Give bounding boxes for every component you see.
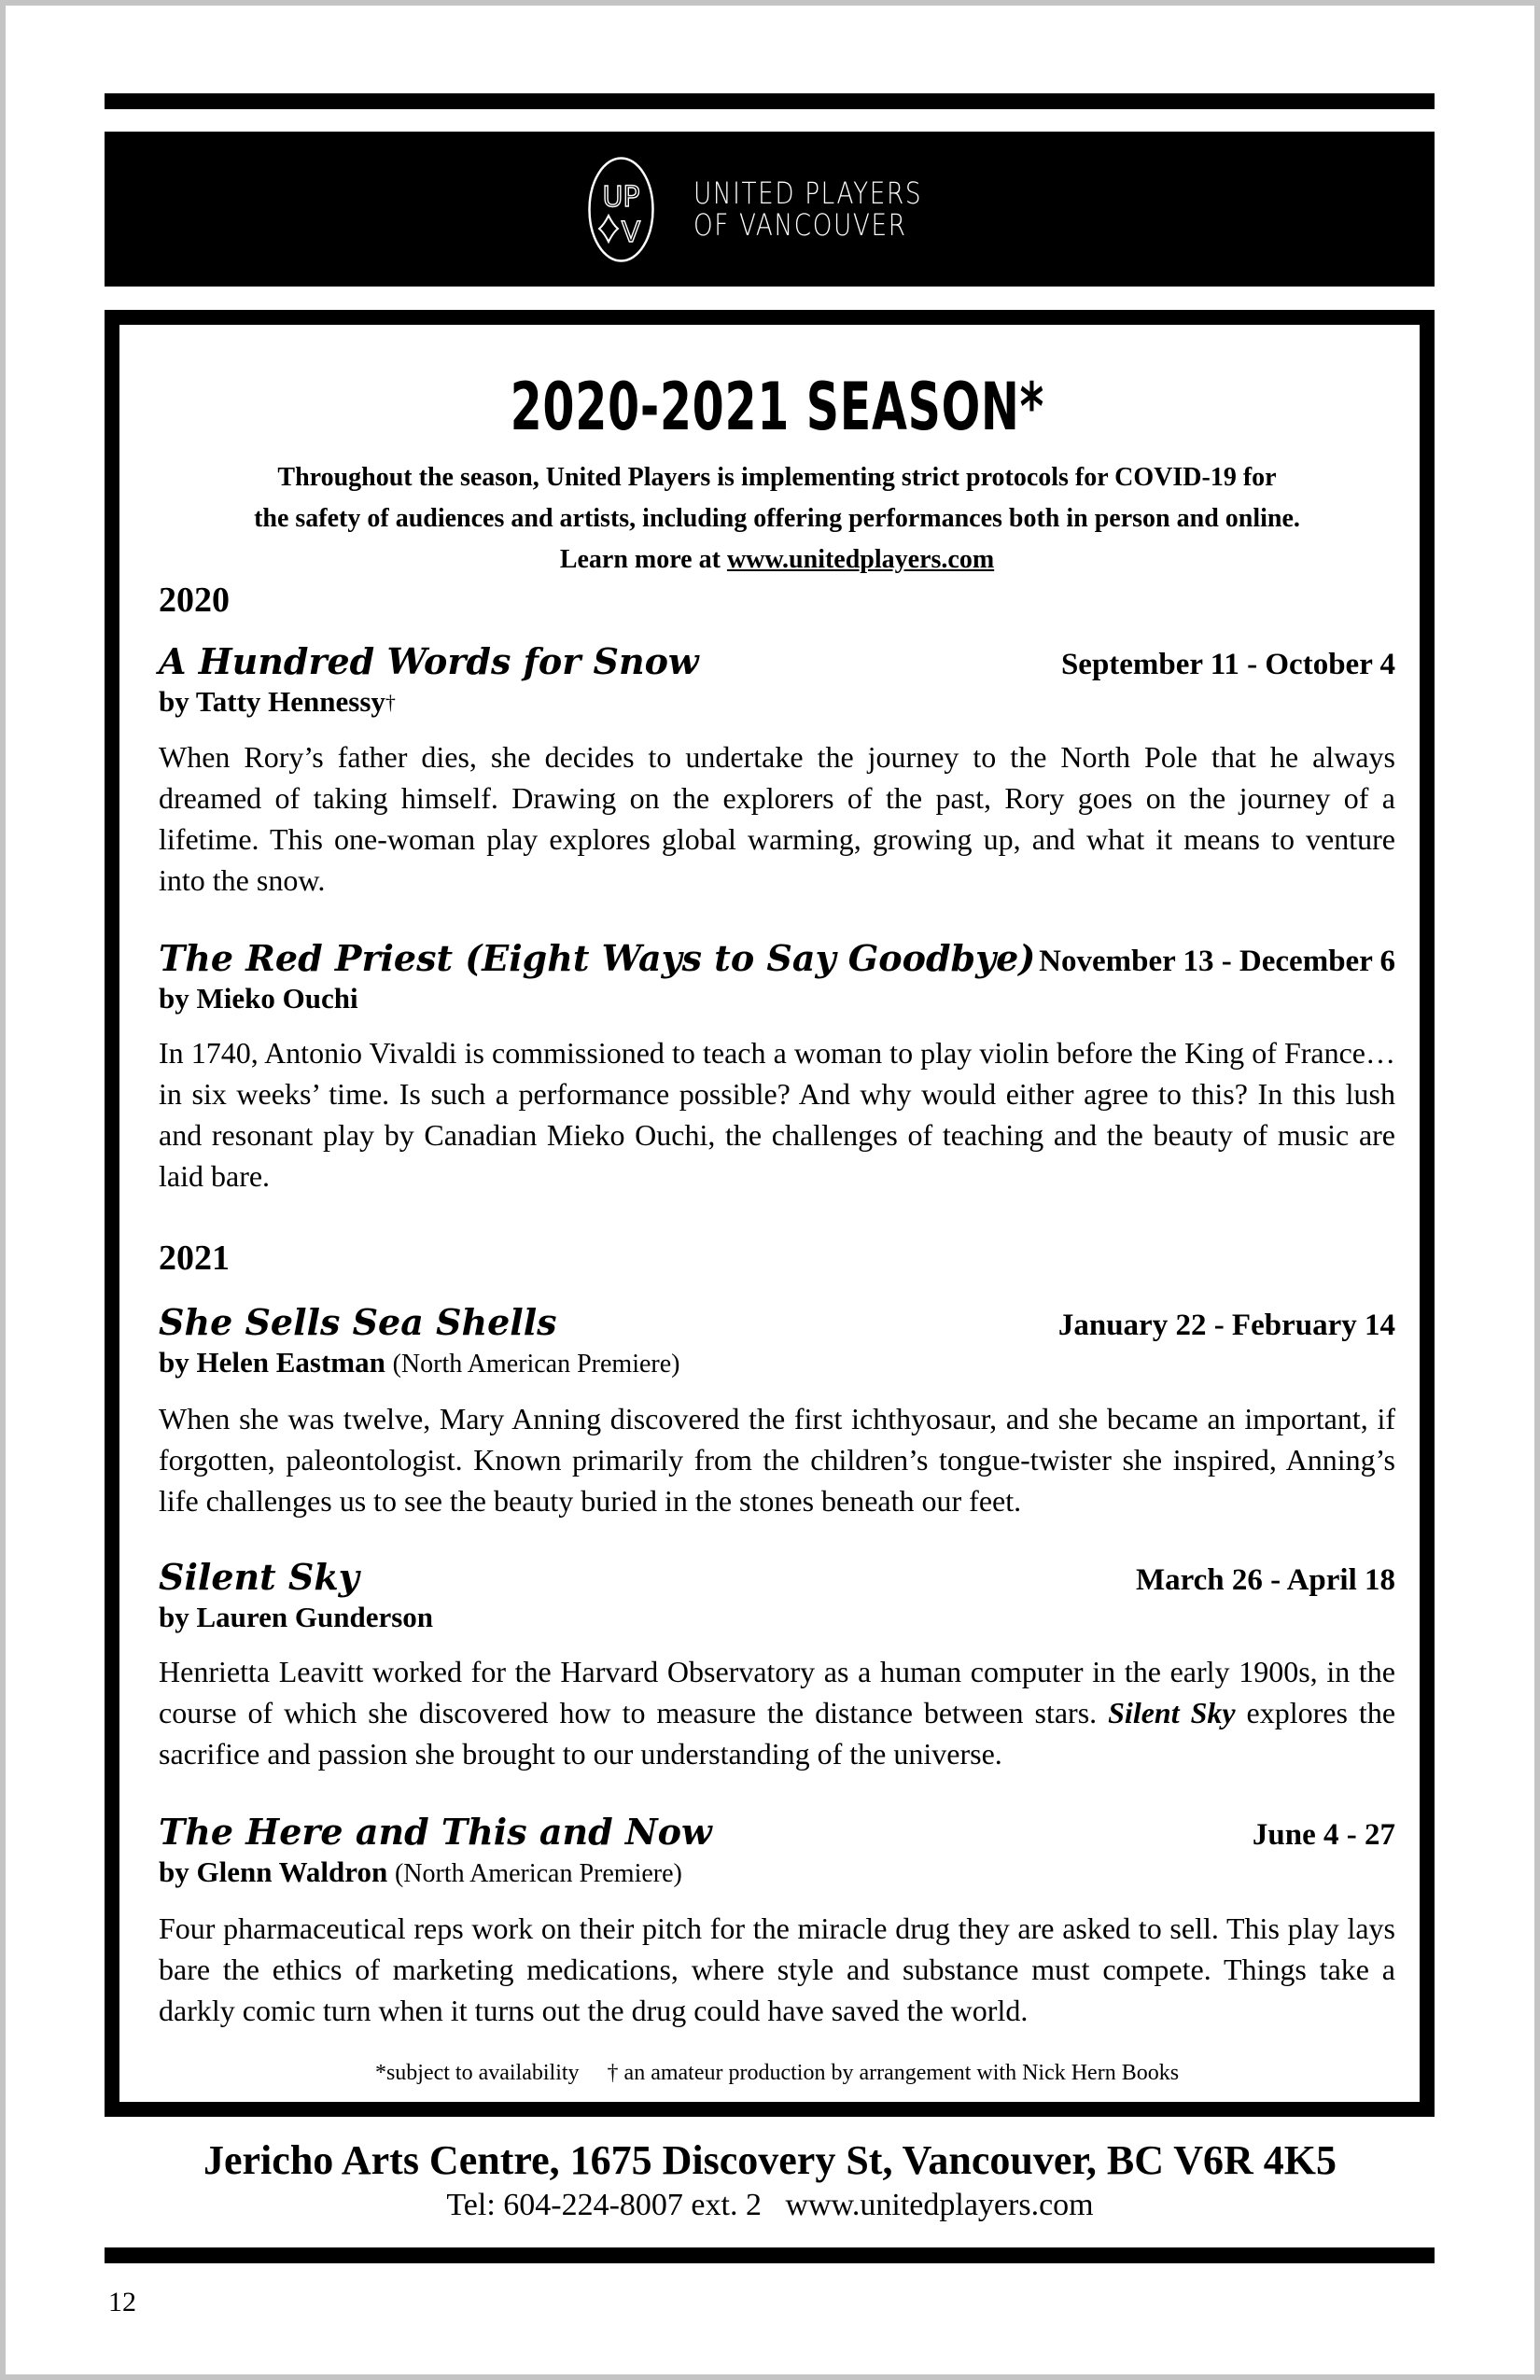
play-dates: March 26 - April 18 (1135, 1563, 1395, 1597)
svg-text:V: V (621, 216, 640, 249)
footnote: *subject to availability † an amateur production by arrangement with Nick Hern Books (374, 2061, 1180, 2085)
dagger-mark: † (385, 691, 396, 714)
logo (567, 156, 973, 263)
play-description: When she was twelve, Mary Anning discovered the first ichthyosaur, and she became an important, if forgotten, paleontologist. Known primarily from the children’s tongue-twister she inspired, Anning’s life challenges us to see the beauty buried in the stones beneath our feet. (159, 1402, 1395, 1518)
play-dates: September 11 - October 4 (1060, 648, 1395, 681)
play-entry (159, 1556, 1395, 1774)
header-banner (105, 132, 1435, 287)
play-entry (159, 937, 1395, 1197)
play-description: In 1740, Antonio Vivaldi is commissioned to teach a woman to play violin before the King of France…in six weeks’ time. Is such a performance possible? And why would either agree to this? In this lush and resonant play by Canadian Mieko Ouchi, the challenges of teaching and the beauty of music are laid bare. (159, 1036, 1395, 1193)
logo-line-1: UNITED PLAYERS (693, 175, 922, 211)
page (6, 6, 1534, 2374)
intro-line: the safety of audiences and artists, including offering performances both in person and online. (254, 504, 1300, 533)
play-dates: June 4 - 27 (1252, 1818, 1395, 1852)
play-description: When Rory’s father dies, she decides to undertake the journey to the North Pole that he always dreamed of taking himself. Drawing on the explorers of the past, Rory goes on the journey of a lifetime. This one-woman play explores global warming, growing up, and what it means to venture into the snow. (159, 740, 1395, 897)
play-author: by Tatty Hennessy† (159, 685, 396, 718)
play-title: A Hundred Words for Snow (159, 640, 699, 682)
play-entry (159, 640, 1395, 901)
intro-line: Throughout the season, United Players is implementing strict protocols for COVID-19 for (277, 463, 1277, 492)
play-author: by Mieko Ouchi (159, 982, 358, 1015)
up-monogram-icon (567, 156, 675, 263)
intro-text (140, 457, 1414, 581)
contact-line: Tel: 604-224-8007 ext. 2 www.unitedplayers.com (446, 2188, 1094, 2222)
play-description: Four pharmaceutical reps work on their pitch for the miracle drug they are asked to sell. This play lays bare the ethics of marketing medications, where style and substance must compete. Things take a darkly comic turn when it turns out the drug could have saved the world. (159, 1911, 1395, 2027)
premiere-note: (North American Premiere) (392, 1350, 680, 1379)
play-author: by Helen Eastman (North American Premiere) (159, 1346, 680, 1379)
season-box (105, 310, 1435, 2117)
page-title: 2020-2021 SEASON* (510, 369, 1044, 445)
play-author: by Lauren Gunderson (159, 1601, 434, 1633)
year-heading: 2020 (159, 581, 230, 620)
play-author: by Glenn Waldron (North American Premiere) (159, 1855, 682, 1888)
logo-wordmark (693, 177, 922, 241)
play-description: Henrietta Leavitt worked for the Harvard Observatory as a human computer in the early 1900s, in the course of which she discovered how to measure the distance between stars. Silent Sky explores the sacrifice and passion she brought to our understanding of the universe. (159, 1655, 1396, 1771)
year-heading: 2021 (159, 1239, 230, 1278)
play-title: Silent Sky (159, 1556, 359, 1598)
play-entry (159, 1301, 1395, 1521)
intro-line: Learn more at www.unitedplayers.com (559, 545, 995, 574)
logo-line-2: OF VANCOUVER (693, 207, 907, 243)
play-dates: January 22 - February 14 (1057, 1309, 1395, 1342)
page-number: 12 (108, 2287, 136, 2317)
play-entry (159, 1811, 1395, 2031)
bottom-rule (105, 2247, 1435, 2263)
play-title: The Here and This and Now (159, 1811, 712, 1853)
play-title: She Sells Sea Shells (159, 1301, 557, 1343)
play-title: The Red Priest (Eight Ways to Say Goodbye) (159, 937, 1036, 979)
website-link[interactable]: www.unitedplayers.com (726, 545, 995, 574)
venue-address: Jericho Arts Centre, 1675 Discovery St, Vancouver, BC V6R 4K5 (203, 2137, 1337, 2183)
svg-text:UP: UP (601, 180, 640, 214)
top-rule (105, 93, 1435, 109)
play-dates: November 13 - December 6 (1039, 945, 1395, 978)
premiere-note: (North American Premiere) (394, 1859, 682, 1888)
